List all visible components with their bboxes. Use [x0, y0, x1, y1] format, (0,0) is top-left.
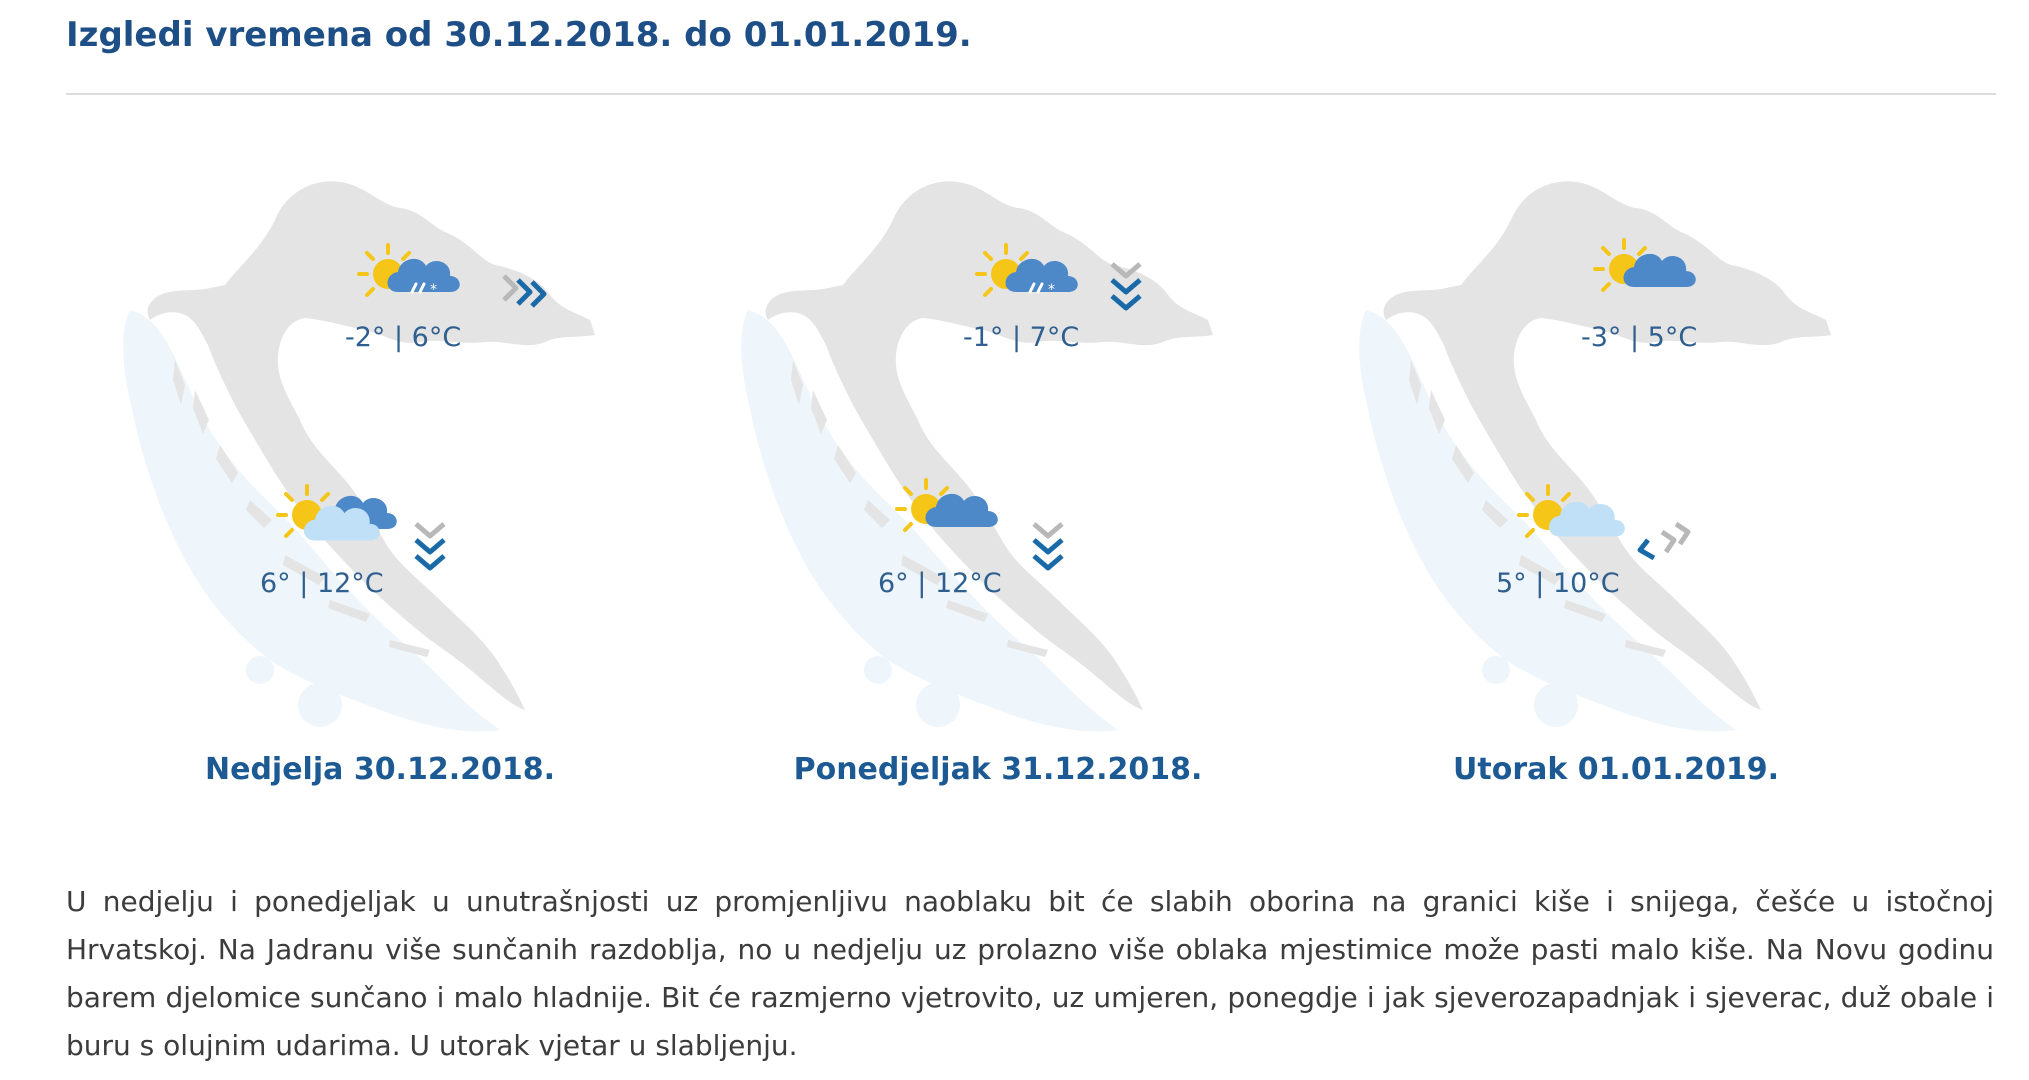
north-temperature: -3° | 5°C [1581, 322, 1698, 353]
sun-cloud-light-icon [1506, 475, 1626, 560]
sun-cloud-light-icon [265, 475, 385, 560]
south-temperature: 6° | 12°C [878, 568, 1002, 599]
south-temperature: 5° | 10°C [1496, 568, 1620, 599]
sun-cloud-sleet-icon [350, 240, 460, 320]
north-temperature: -1° | 7°C [963, 322, 1080, 353]
wind-arrow-southwest-icon [1636, 520, 1696, 565]
forecast-day-1 [100, 170, 660, 810]
wind-arrow-east-icon [500, 270, 550, 310]
sun-cloud-sleet-icon [968, 240, 1078, 320]
day-label: Utorak 01.01.2019. [1453, 752, 1779, 787]
wind-arrow-south-icon [1030, 518, 1066, 578]
wind-arrow-south-icon [1108, 258, 1144, 318]
sun-cloud-icon [888, 475, 1008, 560]
north-temperature: -2° | 6°C [345, 322, 462, 353]
day-label: Nedjelja 30.12.2018. [205, 752, 555, 787]
forecast-day-3 [1336, 170, 1896, 810]
page-title: Izgledi vremena od 30.12.2018. do 01.01.2019. [66, 15, 972, 55]
day-label: Ponedjeljak 31.12.2018. [793, 752, 1203, 787]
wind-arrow-south-icon [412, 518, 448, 578]
sun-cloud-icon [1586, 235, 1696, 315]
forecast-panels [0, 170, 2029, 810]
forecast-description: U nedjelju i ponedjeljak u unutrašnjosti uz promjenljivu naoblaku bit će slabih oborina na granici kiše i snijega, češće u istočnoj Hrvatskoj. Na Jadranu više sunčanih razdoblja, no u nedjelju uz prolazno više oblaka mjestimice može pasti malo kiše. Na Novu godinu barem djelomice sunčano i malo hladnije. Bit će razmjerno vjetrovito, uz umjeren, ponegdje i jak sjeverozapadnjak i sjeverac, duž obale i buru s olujnim udarima. U utorak vjetar u slabljenju. [66, 885, 1994, 1062]
south-temperature: 6° | 12°C [260, 568, 384, 599]
forecast-day-2 [718, 170, 1278, 810]
title-divider [66, 93, 1996, 95]
